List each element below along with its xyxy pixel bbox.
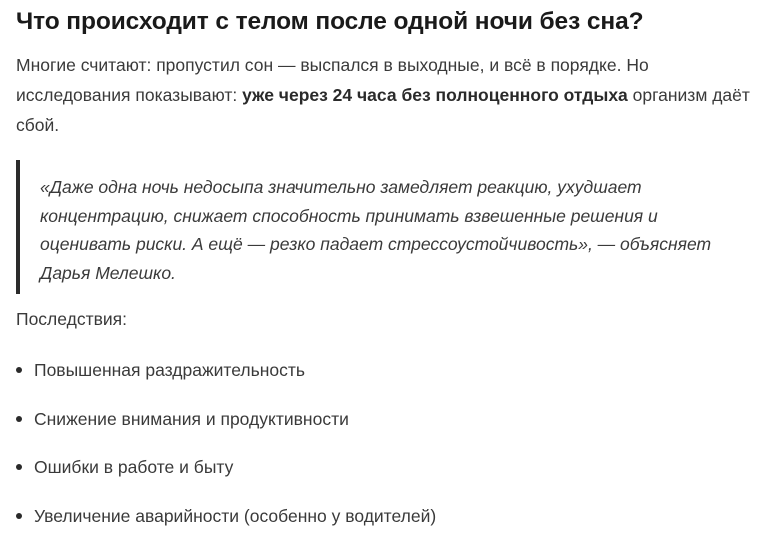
article-title: Что происходит с телом после одной ночи без сна? [16,8,643,36]
list-item [16,453,436,502]
list-item-text: Снижение внимания и продуктивности [34,409,349,429]
intro-text-start: Многие считают: пропустил сон — выспался в выходные, и всё в порядке. Но исследования показывают: [16,55,649,105]
list-item-text: Ошибки в работе и быту [34,457,233,477]
bullet-icon [16,416,22,422]
consequences-label: Последствия: [16,305,127,333]
quote-text: «Даже одна ночь недосыпа значительно замедляет реакцию, ухудшает концентрацию, снижает способность принимать взвешенные решения и оценивать риски. А ещё — резко падает стрессоустойчивость», — объясняет Дарья Мелешко. [40,173,750,287]
list-item [16,356,436,405]
intro-highlight: уже через 24 часа без полноценного отдыха [242,85,628,105]
list-item [16,502,436,550]
list-item [16,405,436,454]
bullet-icon [16,367,22,373]
bullet-icon [16,513,22,519]
consequences-list [16,356,436,550]
expert-quote [16,160,750,294]
list-item-text: Увеличение аварийности (особенно у водителей) [34,506,436,526]
list-item-text: Повышенная раздражительность [34,360,305,380]
intro-text-end: организм даёт сбой. [16,85,750,135]
intro-paragraph [16,50,751,140]
bullet-icon [16,464,22,470]
